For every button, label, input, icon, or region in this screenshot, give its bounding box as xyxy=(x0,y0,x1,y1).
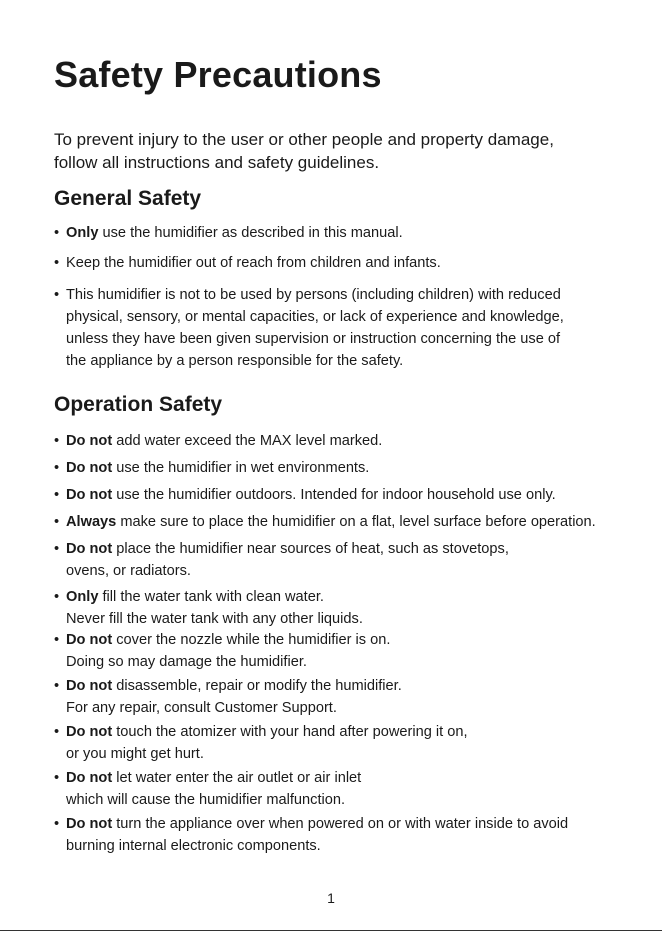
item-text: use the humidifier in wet environments. xyxy=(112,460,370,476)
keyword: Do not xyxy=(66,678,113,694)
item-text: let water enter the air outlet or air inlet xyxy=(112,770,362,786)
keyword: Do not xyxy=(66,460,113,476)
item-text: ovens, or radiators. xyxy=(66,563,191,579)
list-item xyxy=(54,457,654,484)
keyword: Do not xyxy=(66,632,113,648)
keyword: Do not xyxy=(66,433,113,449)
item-text: disassemble, repair or modify the humidifier. xyxy=(112,678,402,694)
general-safety-heading: General Safety xyxy=(54,187,202,210)
list-item xyxy=(54,484,654,511)
item-text: Never fill the water tank with any other liquids. xyxy=(66,611,363,627)
item-text: fill the water tank with clean water. xyxy=(98,589,324,605)
list-item xyxy=(54,511,654,538)
operation-safety-list xyxy=(54,430,654,859)
list-item xyxy=(54,252,654,284)
list-item xyxy=(54,538,654,586)
item-text: place the humidifier near sources of heat, such as stovetops, xyxy=(112,541,509,557)
intro-paragraph xyxy=(54,128,644,174)
general-safety-list xyxy=(54,222,654,372)
keyword: Only xyxy=(66,225,99,241)
item-text: cover the nozzle while the humidifier is on. xyxy=(112,632,391,648)
bottom-divider xyxy=(0,930,662,931)
keyword: Do not xyxy=(66,770,113,786)
item-text: or you might get hurt. xyxy=(66,746,204,762)
keyword: Do not xyxy=(66,541,113,557)
list-item xyxy=(54,767,654,813)
keyword: Always xyxy=(66,514,117,530)
keyword: Do not xyxy=(66,487,113,503)
keyword: Only xyxy=(66,589,99,605)
operation-safety-heading: Operation Safety xyxy=(54,393,223,416)
item-text: touch the atomizer with your hand after powering it on, xyxy=(112,724,468,740)
item-text: For any repair, consult Customer Support. xyxy=(66,700,337,716)
item-text: physical, sensory, or mental capacities, or lack of experience and knowledge, xyxy=(66,309,564,325)
list-item xyxy=(54,721,654,767)
item-text: the appliance by a person responsible for the safety. xyxy=(66,353,404,369)
list-item xyxy=(54,222,654,252)
intro-line-2: follow all instructions and safety guidelines. xyxy=(54,153,380,172)
item-text: This humidifier is not to be used by persons (including children) with reduced xyxy=(66,287,561,303)
item-text: burning internal electronic components. xyxy=(66,838,321,854)
list-item xyxy=(54,284,654,372)
intro-line-1: To prevent injury to the user or other people and property damage, xyxy=(54,130,554,149)
item-text: add water exceed the MAX level marked. xyxy=(112,433,383,449)
list-item xyxy=(54,586,654,629)
list-item xyxy=(54,813,654,859)
keyword: Do not xyxy=(66,816,113,832)
item-text: which will cause the humidifier malfunction. xyxy=(66,792,346,808)
item-text: turn the appliance over when powered on or with water inside to avoid xyxy=(112,816,569,832)
page-title: Safety Precautions xyxy=(54,54,382,95)
item-text: Keep the humidifier out of reach from children and infants. xyxy=(66,255,441,271)
list-item xyxy=(54,430,654,457)
item-text: use the humidifier outdoors. Intended for indoor household use only. xyxy=(112,487,556,503)
page-number: 1 xyxy=(327,890,335,906)
list-item xyxy=(54,629,654,675)
item-text: Doing so may damage the humidifier. xyxy=(66,654,307,670)
item-text: use the humidifier as described in this manual. xyxy=(98,225,403,241)
list-item xyxy=(54,675,654,721)
keyword: Do not xyxy=(66,724,113,740)
item-text: unless they have been given supervision or instruction concerning the use of xyxy=(66,331,561,347)
item-text: make sure to place the humidifier on a flat, level surface before operation. xyxy=(116,514,596,530)
